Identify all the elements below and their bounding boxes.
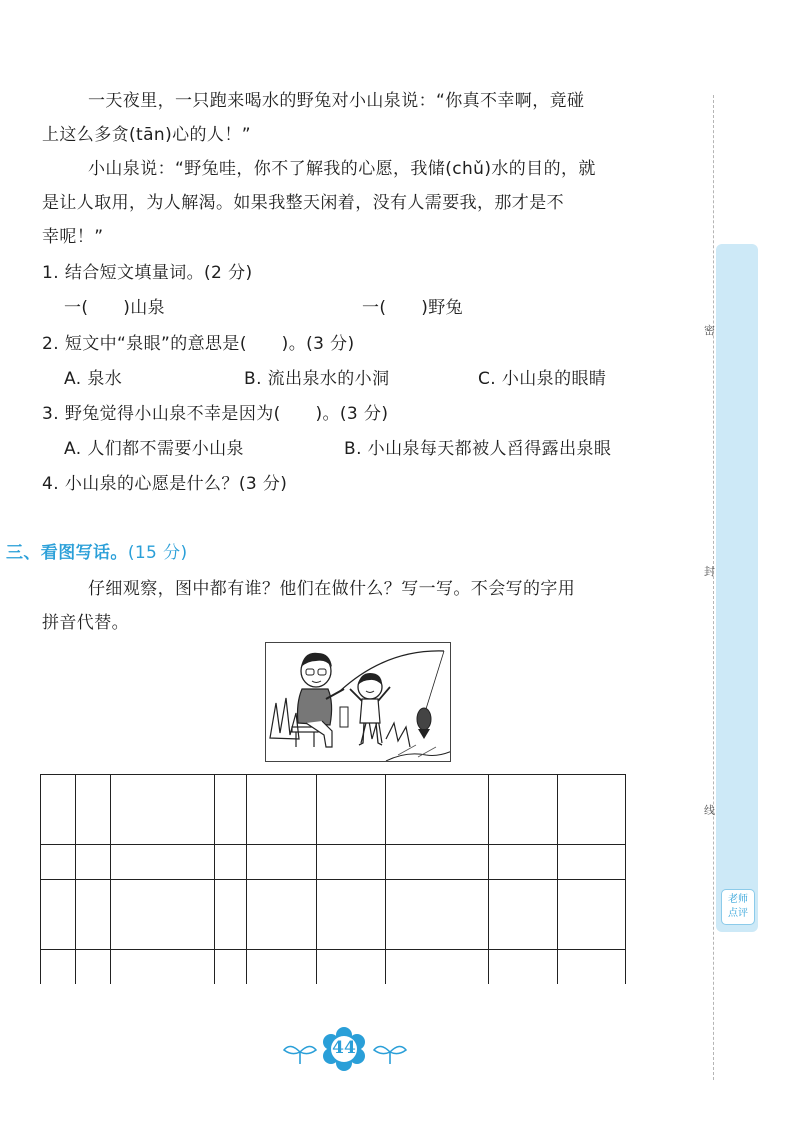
section-3-instruction: 仔细观察，图中都有谁？他们在做什么？写一写。不会写的字用 [88,579,576,599]
teacher-comment-line2: 点评 [728,908,748,919]
fishing-illustration [266,643,451,762]
question-2-option-b[interactable]: B. 流出泉水的小洞 [244,369,390,389]
page-number-badge [322,1027,366,1071]
sprout-right-icon [370,1040,410,1066]
fishing-picture [265,642,451,762]
section-3-instruction: 拼音代替。 [42,613,129,633]
sprout-left-icon [280,1040,320,1066]
question-2: 2. 短文中“泉眼”的意思是( )。(3 分) [42,334,355,354]
section-3-score: (15 分) [127,543,188,563]
question-1-blank-a[interactable]: 一( )山泉 [64,298,166,318]
seal-char-xian: 线 [704,804,715,817]
question-3-option-b[interactable]: B. 小山泉每天都被人舀得露出泉眼 [344,439,612,459]
question-3-option-a[interactable]: A. 人们都不需要小山泉 [64,439,244,459]
seal-char-mi: 密 [704,324,715,337]
seal-char-feng: 封 [704,565,715,578]
passage-line: 是让人取用，为人解渴。如果我整天闲着，没有人需要我，那才是不 [42,193,564,213]
teacher-comment-label [721,889,755,925]
teacher-comment-panel [716,244,758,932]
question-2-option-a[interactable]: A. 泉水 [64,369,123,389]
question-4: 4. 小山泉的心愿是什么？(3 分) [42,474,288,494]
question-1-blank-b[interactable]: 一( )野兔 [362,298,464,318]
question-2-option-c[interactable]: C. 小山泉的眼睛 [478,369,607,389]
writing-grid[interactable] [40,774,626,984]
passage-line: 上这么多贪(tān)心的人！” [42,125,251,145]
question-3: 3. 野兔觉得小山泉不幸是因为( )。(3 分) [42,404,389,424]
passage-line: 幸呢！” [42,227,104,247]
passage-line: 小山泉说：“野兔哇，你不了解我的心愿，我储(chǔ)水的目的，就 [88,159,596,179]
teacher-comment-line1: 老师 [728,894,748,905]
passage-line: 一天夜里，一只跑来喝水的野兔对小山泉说：“你真不幸啊，竟碰 [88,91,585,111]
page-number: 44 [332,1038,356,1058]
section-3-title-text: 三、看图写话。 [6,543,128,563]
section-3-title [6,538,188,563]
question-1: 1. 结合短文填量词。(2 分) [42,263,253,283]
seal-dashed-line [713,95,714,1080]
